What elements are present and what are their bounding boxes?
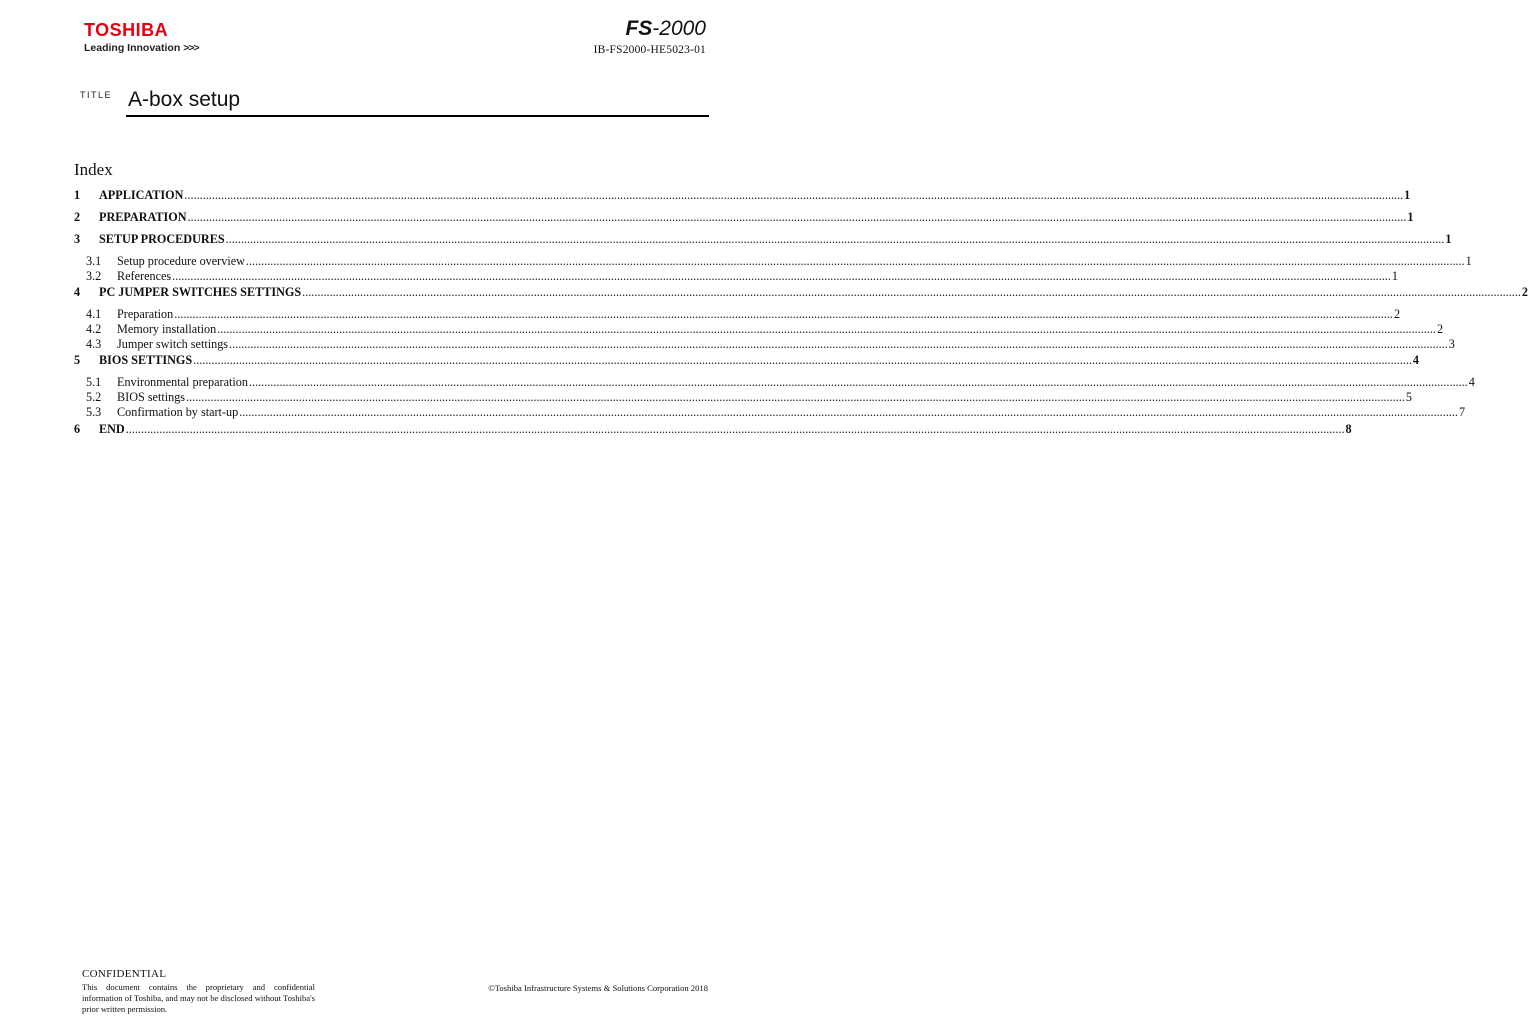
toc-entry[interactable] xyxy=(74,186,1411,208)
toc-entry[interactable] xyxy=(74,420,1352,442)
toc-entry-page: 5 xyxy=(1405,390,1412,405)
copyright-notice: ©Toshiba Infrastructure Systems & Solutions Corporation 2018 xyxy=(488,983,708,993)
toc-entry-number: 3.2 xyxy=(86,268,102,283)
toc-entry[interactable] xyxy=(74,375,1475,390)
toc-entry-page: 2 xyxy=(1393,307,1401,322)
toc-entry-number: 3.1 xyxy=(86,254,102,268)
logo-tagline-text: Leading Innovation xyxy=(84,42,181,54)
toc-entry[interactable] xyxy=(74,351,1419,373)
toc-leader-dots: ................................................................................................................................................................................................................................................................................................................................................................................................................ xyxy=(187,210,1407,224)
toc-leader-dots: ................................................................................................................................................................................................................................................................................................................................................................................................................ xyxy=(302,285,1521,300)
toc-entry[interactable] xyxy=(74,268,1398,284)
toc-entry-number: 2 xyxy=(74,210,81,224)
document-title: A-box setup xyxy=(128,88,241,111)
toc-entry-page: 8 xyxy=(1345,421,1352,436)
product-prefix: FS xyxy=(625,17,653,40)
confidential-notice: This document contains the proprietary and confidential information of Toshiba, and may not be disclosed without Toshiba's prior written permission. xyxy=(82,982,315,1014)
toc-entry[interactable] xyxy=(74,322,1444,337)
toc-entry-page: 7 xyxy=(1458,404,1466,419)
toc-entry-number: 3 xyxy=(74,232,81,246)
toc-entry[interactable] xyxy=(74,208,1414,230)
toc-entry-label: Memory installation xyxy=(117,322,217,337)
toc-entry-page: 1 xyxy=(1465,254,1472,268)
logo-tagline xyxy=(84,41,199,55)
toc-entry-number: 4.1 xyxy=(86,307,102,322)
toc-leader-dots: ................................................................................................................................................................................................................................................................................................................................................................................................................ xyxy=(193,353,1412,368)
logo-arrows: >>> xyxy=(183,42,199,54)
toc-leader-dots: ................................................................................................................................................................................................................................................................................................................................................................................................................ xyxy=(186,390,1405,405)
toc-leader-dots: ................................................................................................................................................................................................................................................................................................................................................................................................................ xyxy=(248,375,1468,390)
logo-brand: TOSHIBA xyxy=(84,20,169,40)
toc-leader-dots: ................................................................................................................................................................................................................................................................................................................................................................................................................ xyxy=(217,322,1436,337)
title-label: TITLE xyxy=(80,90,113,100)
table-of-contents xyxy=(74,186,1528,442)
toc-entry[interactable] xyxy=(74,390,1412,405)
toc-entry-label: Setup procedure overview xyxy=(117,254,245,268)
toc-entry-label: Confirmation by start-up xyxy=(117,404,239,419)
toc-leader-dots: ................................................................................................................................................................................................................................................................................................................................................................................................................ xyxy=(184,188,1404,202)
toc-entry-page: 1 xyxy=(1445,232,1452,246)
toc-entry-page: 4 xyxy=(1412,353,1419,368)
toc-entry-label: PREPARATION xyxy=(99,210,187,224)
toc-entry-number: 4.3 xyxy=(86,336,102,351)
product-suffix: -2000 xyxy=(652,17,706,40)
toc-entry-label: SETUP PROCEDURES xyxy=(99,232,225,246)
toc-entry-page: 1 xyxy=(1404,188,1411,202)
toc-entry-label: BIOS settings xyxy=(117,390,186,405)
toc-entry-label: Preparation xyxy=(117,307,174,322)
toc-entry-label: APPLICATION xyxy=(99,188,184,202)
toc-leader-dots: ................................................................................................................................................................................................................................................................................................................................................................................................................ xyxy=(125,421,1345,436)
toc-leader-dots: ................................................................................................................................................................................................................................................................................................................................................................................................................ xyxy=(174,307,1393,322)
toshiba-logo xyxy=(84,20,199,55)
toc-entry-label: Environmental preparation xyxy=(117,375,248,390)
toc-entry-label: PC JUMPER SWITCHES SETTINGS xyxy=(99,285,302,300)
product-name xyxy=(625,16,706,42)
toc-entry-number: 4.2 xyxy=(86,322,102,337)
title-underline xyxy=(126,115,709,117)
toc-entry-number: 6 xyxy=(74,421,81,436)
toc-leader-dots: ................................................................................................................................................................................................................................................................................................................................................................................................................ xyxy=(172,268,1391,283)
toc-entry[interactable] xyxy=(74,230,1452,252)
toc-entry-number: 4 xyxy=(74,285,81,300)
toc-entry-label: BIOS SETTINGS xyxy=(99,353,193,368)
toc-entry-number: 5.1 xyxy=(86,375,102,390)
toc-entry-page: 4 xyxy=(1468,375,1475,390)
toc-entry-page: 1 xyxy=(1407,210,1414,224)
toc-entry-label: Jumper switch settings xyxy=(117,336,229,351)
toc-leader-dots: ................................................................................................................................................................................................................................................................................................................................................................................................................ xyxy=(245,254,1465,268)
index-heading: Index xyxy=(74,160,113,179)
confidential-label: CONFIDENTIAL xyxy=(82,968,167,980)
toc-entry-number: 1 xyxy=(74,188,81,202)
toc-leader-dots: ................................................................................................................................................................................................................................................................................................................................................................................................................ xyxy=(239,404,1458,419)
toc-entry[interactable] xyxy=(74,336,1455,352)
toc-entry[interactable] xyxy=(74,283,1528,305)
toc-entry-number: 5.2 xyxy=(86,390,102,405)
toc-leader-dots: ................................................................................................................................................................................................................................................................................................................................................................................................................ xyxy=(229,336,1448,351)
toc-entry[interactable] xyxy=(74,307,1401,322)
toc-leader-dots: ................................................................................................................................................................................................................................................................................................................................................................................................................ xyxy=(225,232,1445,246)
toc-entry[interactable] xyxy=(74,254,1472,269)
toc-entry-number: 5.3 xyxy=(86,404,102,419)
toc-entry-page: 2 xyxy=(1436,322,1444,337)
toc-entry-page: 2 xyxy=(1521,285,1528,300)
toc-entry-number: 5 xyxy=(74,353,81,368)
toc-entry-label: References xyxy=(117,268,172,283)
toc-entry-label: END xyxy=(99,421,125,436)
toc-entry-page: 1 xyxy=(1391,268,1398,283)
document-number: IB-FS2000-HE5023-01 xyxy=(593,44,706,56)
toc-entry-page: 3 xyxy=(1448,336,1455,351)
toc-entry[interactable] xyxy=(74,404,1466,420)
